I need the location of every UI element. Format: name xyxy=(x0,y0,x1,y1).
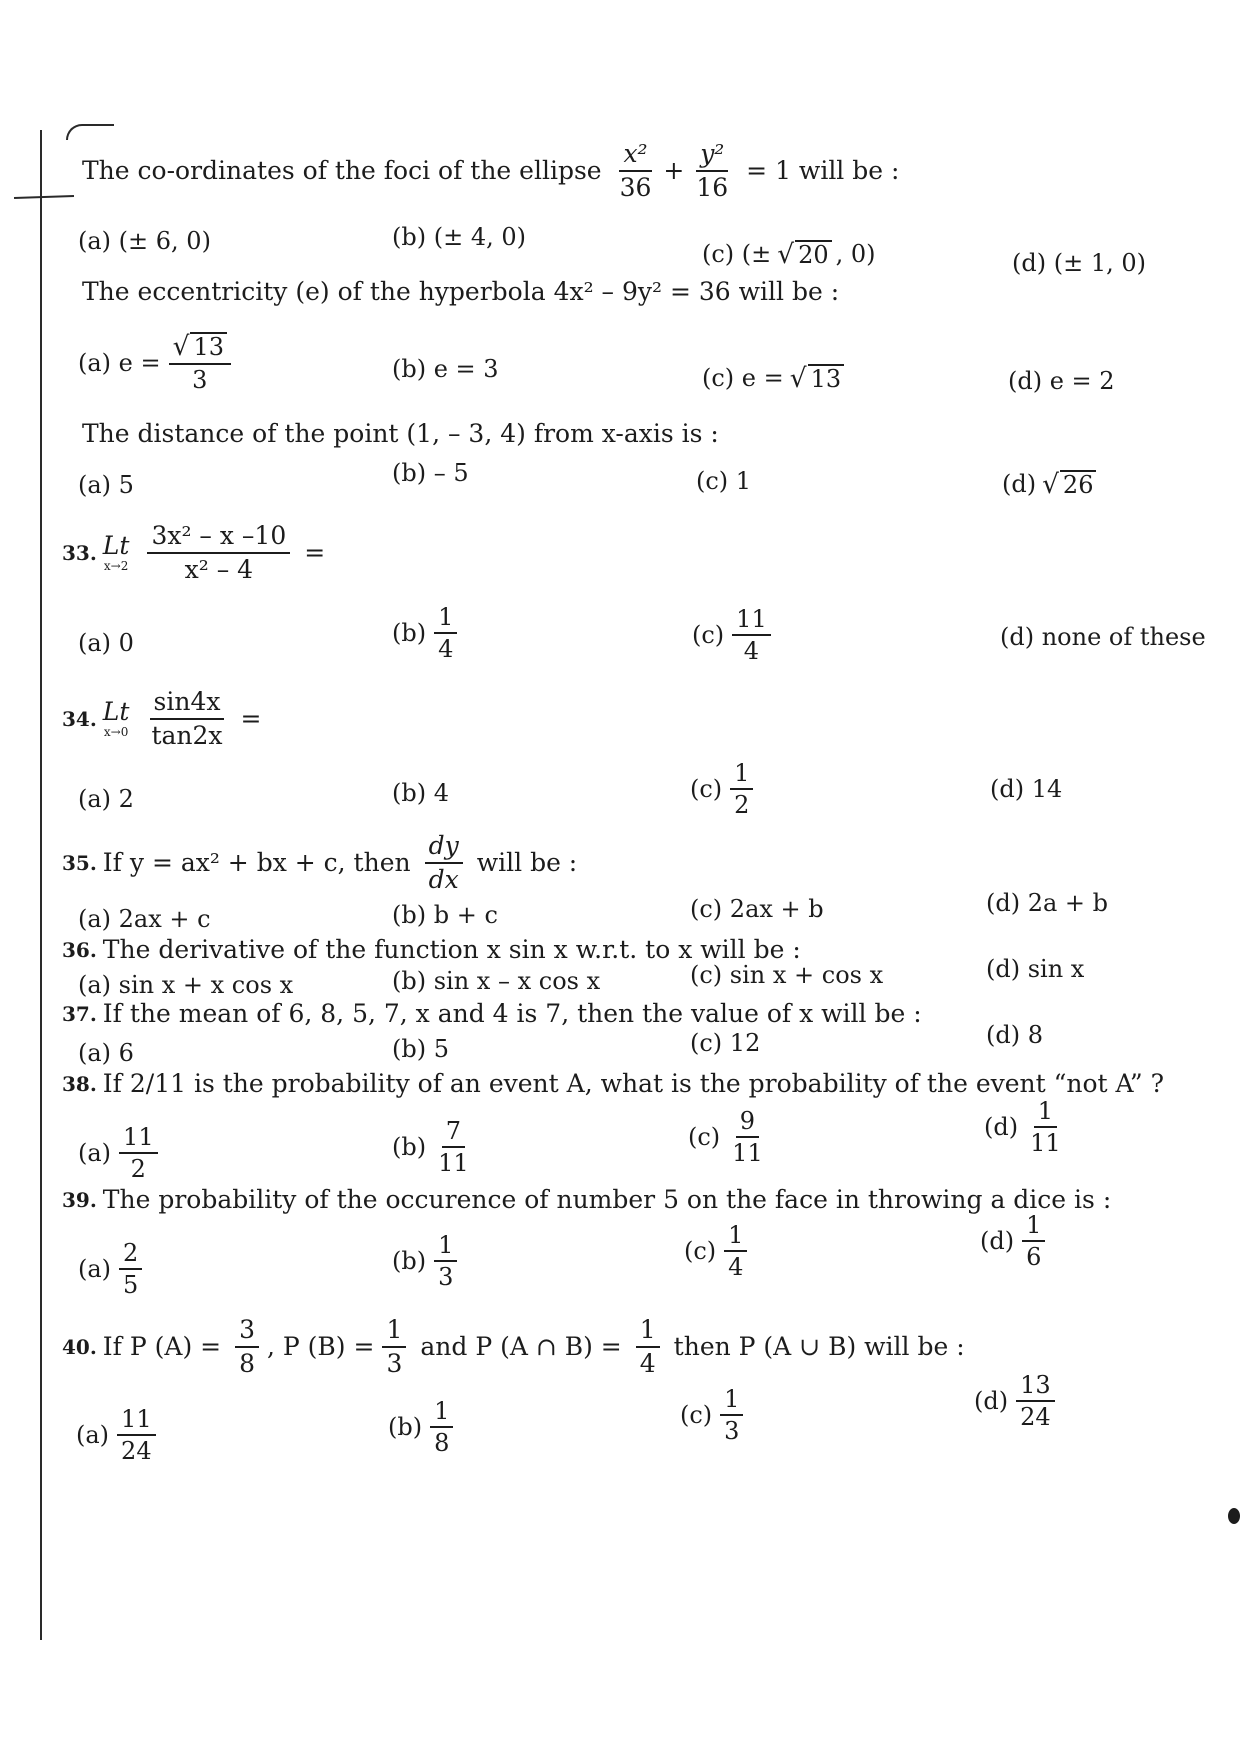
option-c: (c) 1 xyxy=(696,467,752,495)
question-number: 35. xyxy=(62,850,97,875)
square-root: √ 20 xyxy=(777,240,831,269)
option-b: (b) b + c xyxy=(392,901,498,929)
question-text: The co-ordinates of the foci of the ellipse xyxy=(82,155,602,185)
option-a: (a) $\frac{11}{24}$ xyxy=(76,1406,164,1465)
question-text: The eccentricity (e) of the hyperbola 4x² – 9y² = 36 will be : xyxy=(82,277,840,306)
question-text: If y = ax² + bx + c, then xyxy=(102,847,411,877)
question-number: 39. xyxy=(62,1187,97,1212)
option-b: (b) – 5 xyxy=(392,459,469,487)
plus-sign: + xyxy=(663,155,685,185)
option-a: (a) $\frac{2}{5}$ xyxy=(78,1240,150,1299)
question-text: The derivative of the function x sin x w.r.t. to x will be : xyxy=(102,935,801,964)
question-number: 34. xyxy=(62,706,97,731)
question-39 xyxy=(62,1186,1117,1214)
fraction: $\frac{13}{24}$ xyxy=(1016,1372,1055,1431)
fraction: $\frac{2}{5}$ xyxy=(119,1240,142,1299)
square-root: √ 13 xyxy=(790,364,844,393)
option-c: (c) (± √ 20 , 0) xyxy=(702,239,876,270)
question-text: and P (A ∩ B) = xyxy=(420,1331,622,1361)
option-c: (c) e = √ 13 xyxy=(702,364,844,393)
option-d: (d) √ 26 xyxy=(1002,470,1096,499)
option-d: (d) $\frac{13}{24}$ xyxy=(974,1372,1063,1431)
option-c: (c) $\frac{9}{11}$ xyxy=(688,1108,775,1167)
fraction: $\frac{dy}{dx}$ xyxy=(425,832,463,893)
option-a: (a) 0 xyxy=(78,629,134,657)
fraction: $\frac{1}{2}$ xyxy=(730,760,753,819)
fraction: $\frac{1}{4}$ xyxy=(724,1222,747,1281)
question-35 xyxy=(62,832,583,893)
option-a: (a) 6 xyxy=(78,1039,134,1067)
question-number: 36. xyxy=(62,937,97,962)
question-text: The probability of the occurence of number 5 on the face in throwing a dice is : xyxy=(102,1185,1112,1214)
fraction: $\frac{1}{11}$ xyxy=(1030,1097,1061,1158)
question-34 xyxy=(62,688,267,749)
question-38 xyxy=(62,1070,1170,1098)
question-37 xyxy=(62,1000,928,1028)
question-30 xyxy=(62,278,845,306)
question-number: 33. xyxy=(62,540,97,565)
question-number: 37. xyxy=(62,1001,97,1026)
option-d: (d) sin x xyxy=(986,955,1085,983)
option-b: (b) 4 xyxy=(392,779,449,807)
option-d: (d) (± 1, 0) xyxy=(1012,249,1146,277)
option-b: (b) (± 4, 0) xyxy=(392,223,526,251)
option-a: (a) sin x + x cos x xyxy=(78,971,294,999)
option-c: (c) 2ax + b xyxy=(690,895,824,923)
option-d: (d) $\frac{1}{6}$ xyxy=(980,1212,1053,1271)
fraction: $\frac{3}{8}$ xyxy=(235,1316,259,1377)
option-a: (a) 5 xyxy=(78,471,134,499)
limit-operator: Lt x→2 xyxy=(102,531,130,573)
fraction: $\frac{7}{11}$ xyxy=(438,1117,469,1178)
option-a: (a) (± 6, 0) xyxy=(78,227,211,255)
question-text: , P (B) = xyxy=(267,1331,375,1361)
option-b: (b) sin x – x cos x xyxy=(392,967,601,995)
fraction: $\frac{\text{x²}}{36}$ xyxy=(619,139,652,202)
question-number: 38. xyxy=(62,1071,97,1096)
question-text: = 1 will be : xyxy=(746,155,900,185)
option-a: (a) 2 xyxy=(78,785,134,813)
option-b: (b) $\frac{1}{3}$ xyxy=(392,1232,465,1291)
question-text: will be : xyxy=(476,847,578,877)
fraction: $\frac{1}{4}$ xyxy=(636,1316,660,1377)
question-29 xyxy=(62,140,905,201)
left-margin-rule xyxy=(40,130,42,1640)
option-c: (c) $\frac{1}{4}$ xyxy=(684,1222,755,1281)
question-text: The distance of the point (1, – 3, 4) from x-axis is : xyxy=(82,419,719,448)
question-40 xyxy=(62,1316,971,1377)
option-d: (d) 8 xyxy=(986,1021,1043,1049)
fraction: $\frac{1}{8}$ xyxy=(430,1398,453,1457)
question-text: If the mean of 6, 8, 5, 7, x and 4 is 7, then the value of x will be : xyxy=(102,999,922,1028)
option-d: (d) e = 2 xyxy=(1008,367,1115,395)
question-31 xyxy=(62,420,725,448)
fraction: $\frac{\text{y²}}{16}$ xyxy=(696,139,729,202)
option-b: (b) $\frac{7}{11}$ xyxy=(392,1118,481,1177)
equals-sign: = xyxy=(240,703,262,733)
fraction: $\frac{11}{4}$ xyxy=(732,606,771,665)
fraction: $\frac{1}{3}$ xyxy=(720,1386,743,1445)
option-c: (c) sin x + cos x xyxy=(690,961,884,989)
fraction: $\frac{\sin 4x}{\tan 2x}$ xyxy=(151,687,223,750)
square-root: √ 26 xyxy=(1042,470,1096,499)
option-a: (a) e = √ 13 3 xyxy=(78,332,239,393)
edge-ink-dot xyxy=(1228,1508,1240,1524)
option-a: (a) $\frac{11}{2}$ xyxy=(78,1124,166,1183)
pen-corner-mark xyxy=(66,124,114,140)
option-d: (d) none of these xyxy=(1000,623,1206,651)
fraction: $\frac{\text{3x² – x –10}}{\text{x² – 4}}$ xyxy=(147,522,290,583)
fraction: √ 13 3 xyxy=(169,332,231,393)
question-number: 40. xyxy=(62,1334,97,1359)
question-36 xyxy=(62,936,807,964)
fraction: $\frac{1}{6}$ xyxy=(1022,1212,1045,1271)
option-d: (d) $\frac{1}{11}$ xyxy=(984,1098,1073,1157)
option-c: (c) $\frac{11}{4}$ xyxy=(692,606,779,665)
option-c: (c) $\frac{1}{2}$ xyxy=(690,760,761,819)
equals-sign: = xyxy=(304,537,326,567)
option-d: (d) 2a + b xyxy=(986,889,1109,917)
limit-operator: Lt x→0 xyxy=(102,697,130,739)
fraction: $\frac{1}{4}$ xyxy=(434,604,457,663)
fraction: $\frac{9}{11}$ xyxy=(732,1107,763,1168)
fraction: $\frac{1}{3}$ xyxy=(434,1232,457,1291)
option-c: (c) $\frac{1}{3}$ xyxy=(680,1386,751,1445)
question-text: If P (A) = xyxy=(102,1331,222,1361)
option-b: (b) 5 xyxy=(392,1035,449,1063)
option-d: (d) 14 xyxy=(990,775,1063,803)
question-text: then P (A ∪ B) will be : xyxy=(673,1331,965,1361)
option-a: (a) 2ax + c xyxy=(78,905,211,933)
question-text: If 2/11 is the probability of an event A, what is the probability of the event “not A” ? xyxy=(102,1069,1165,1098)
option-b: (b) $\frac{1}{8}$ xyxy=(388,1398,461,1457)
fraction: $\frac{11}{24}$ xyxy=(117,1406,156,1465)
option-c: (c) 12 xyxy=(690,1029,761,1057)
fraction: $\frac{1}{3}$ xyxy=(382,1316,406,1377)
option-b: (b) $\frac{1}{4}$ xyxy=(392,604,465,663)
question-33 xyxy=(62,522,331,583)
fraction: $\frac{11}{2}$ xyxy=(119,1124,158,1183)
option-b: (b) e = 3 xyxy=(392,355,499,383)
